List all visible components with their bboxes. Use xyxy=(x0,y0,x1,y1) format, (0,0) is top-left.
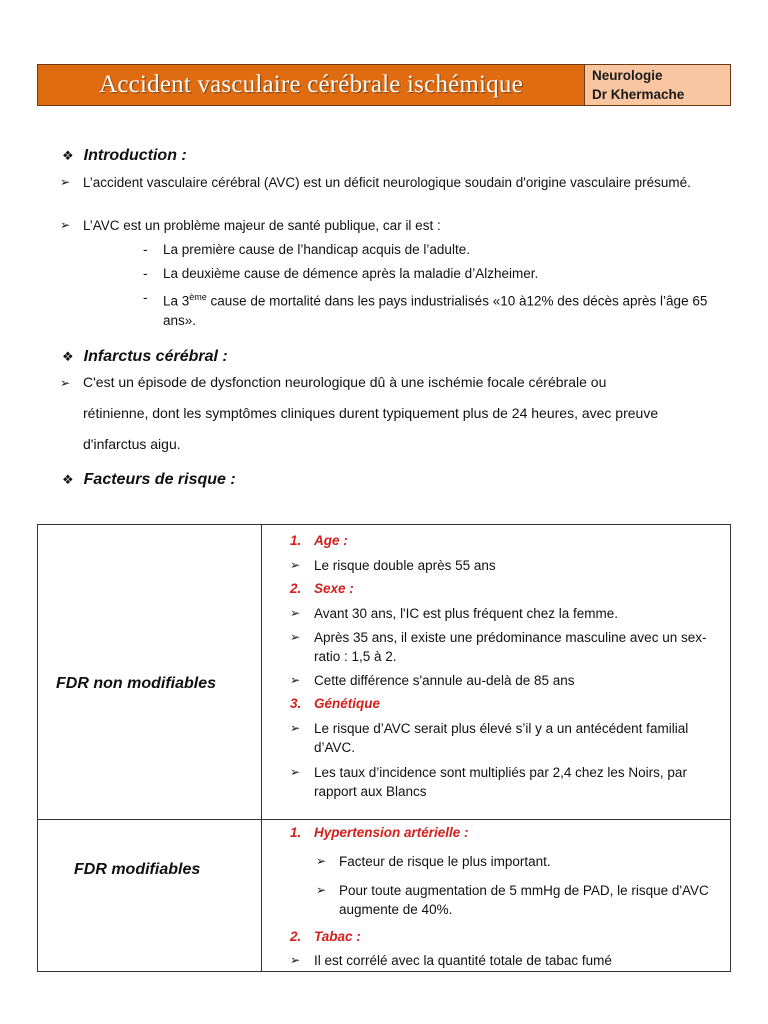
diamond-bullet-icon: ❖ xyxy=(62,349,74,364)
arrow-bullet-icon: ➢ xyxy=(290,606,301,620)
sub-text xyxy=(163,288,723,330)
arrow-bullet-icon: ➢ xyxy=(290,721,301,735)
tabac-number: 2. xyxy=(290,929,302,944)
item-text: Facteur de risque le plus important. xyxy=(339,854,551,869)
infarctus-line-2: rétinienne, dont les symptômes cliniques durent typiquement plus de 24 heures, avec preuve xyxy=(83,405,659,421)
sub-text: La première cause de l’handicap acquis de l’adulte. xyxy=(163,242,470,257)
sub3-prefix: La 3 xyxy=(163,293,190,309)
section-heading-facteurs xyxy=(62,471,236,489)
arrow-bullet-icon: ➢ xyxy=(290,953,301,967)
item-text: Avant 30 ans, l'IC est plus fréquent chez la femme. xyxy=(314,606,618,621)
age-heading: Age : xyxy=(314,533,348,548)
intro-sub-3 xyxy=(143,288,723,330)
hta-number: 1. xyxy=(290,825,302,840)
title-cell xyxy=(38,65,585,105)
section-heading-introduction xyxy=(62,147,187,165)
arrow-bullet-icon: ➢ xyxy=(290,558,301,572)
sub-text: La deuxième cause de démence après la maladie d’Alzheimer. xyxy=(163,266,539,281)
arrow-bullet-icon: ➢ xyxy=(290,765,301,779)
section-heading-infarctus xyxy=(62,348,228,366)
item-text: Il est corrélé avec la quantité totale de tabac fumé xyxy=(314,953,612,968)
specialty-label: Neurologie xyxy=(592,68,663,83)
row-label-modifiables: FDR modifiables xyxy=(74,861,201,878)
genetique-heading: Génétique xyxy=(314,696,381,711)
arrow-bullet-icon: ➢ xyxy=(316,854,327,868)
author-cell xyxy=(585,65,730,105)
infarctus-line-3: d'infarctus aigu. xyxy=(83,436,181,452)
heading-text: Facteurs de risque : xyxy=(83,471,236,488)
risk-factors-table xyxy=(37,524,731,972)
genetique-item-2 xyxy=(290,763,722,801)
dash-bullet-icon: - xyxy=(143,290,148,305)
infarctus-line-1: C'est un épisode de dysfonction neurologique dû à une ischémie focale cérébrale ou xyxy=(83,374,607,390)
hta-item-2 xyxy=(316,881,720,919)
item-text: Le risque double après 55 ans xyxy=(314,558,496,573)
arrow-bullet-icon: ➢ xyxy=(60,175,71,189)
item-text: Pour toute augmentation de 5 mmHg de PAD, le risque d'AVC augmente de 40%. xyxy=(339,883,709,917)
intro-sub-2 xyxy=(143,264,723,283)
age-number: 1. xyxy=(290,533,302,548)
intro-bullet-1 xyxy=(60,173,730,192)
sexe-item-1 xyxy=(290,604,720,623)
intro-sub-1 xyxy=(143,240,723,259)
sexe-heading: Sexe : xyxy=(314,581,354,596)
age-item xyxy=(290,556,720,575)
sexe-number: 2. xyxy=(290,581,302,596)
diamond-bullet-icon: ❖ xyxy=(62,148,74,163)
document-title: Accident vasculaire cérébrale ischémique xyxy=(99,71,523,98)
tabac-item-1 xyxy=(290,951,720,970)
bullet-text: L’accident vasculaire cérébral (AVC) est un déficit neurologique soudain d'origine vasculaire présumé. xyxy=(83,175,691,190)
sexe-item-3 xyxy=(290,671,720,690)
item-text: Après 35 ans, il existe une prédominance masculine avec un sex-ratio : 1,5 à 2. xyxy=(314,630,707,664)
item-text: Les taux d’incidence sont multipliés par 2,4 chez les Noirs, par rapport aux Blancs xyxy=(314,765,687,799)
hta-item-1 xyxy=(316,852,716,871)
table-column-divider xyxy=(261,525,262,971)
arrow-bullet-icon: ➢ xyxy=(60,218,71,232)
dash-bullet-icon: - xyxy=(143,266,148,281)
bullet-text: L’AVC est un problème majeur de santé publique, car il est : xyxy=(83,218,441,233)
sub3-rest: cause de mortalité dans les pays industrialisés «10 à12% des décès après l’âge 65 ans». xyxy=(163,293,708,328)
sub3-superscript: ème xyxy=(189,292,207,302)
arrow-bullet-icon: ➢ xyxy=(60,376,71,390)
arrow-bullet-icon: ➢ xyxy=(290,673,301,687)
tabac-heading: Tabac : xyxy=(314,929,361,944)
row-label-non-modifiables: FDR non modifiables xyxy=(56,675,216,692)
intro-bullet-2 xyxy=(60,216,730,235)
document-header xyxy=(37,64,731,106)
author-label: Dr Khermache xyxy=(592,87,685,102)
diamond-bullet-icon: ❖ xyxy=(62,472,74,487)
item-text: Cette différence s'annule au-delà de 85 ans xyxy=(314,673,575,688)
sexe-item-2 xyxy=(290,628,722,666)
genetique-item-1 xyxy=(290,719,710,757)
heading-text: Infarctus cérébral : xyxy=(83,348,228,365)
dash-bullet-icon: - xyxy=(143,242,148,257)
hta-heading: Hypertension artérielle : xyxy=(314,825,469,840)
heading-text: Introduction : xyxy=(83,147,187,164)
genetique-number: 3. xyxy=(290,696,302,711)
item-text: Le risque d’AVC serait plus élevé s’il y a un antécédent familial d’AVC. xyxy=(314,721,689,755)
arrow-bullet-icon: ➢ xyxy=(290,630,301,644)
table-row-divider xyxy=(38,819,730,820)
arrow-bullet-icon: ➢ xyxy=(316,883,327,897)
